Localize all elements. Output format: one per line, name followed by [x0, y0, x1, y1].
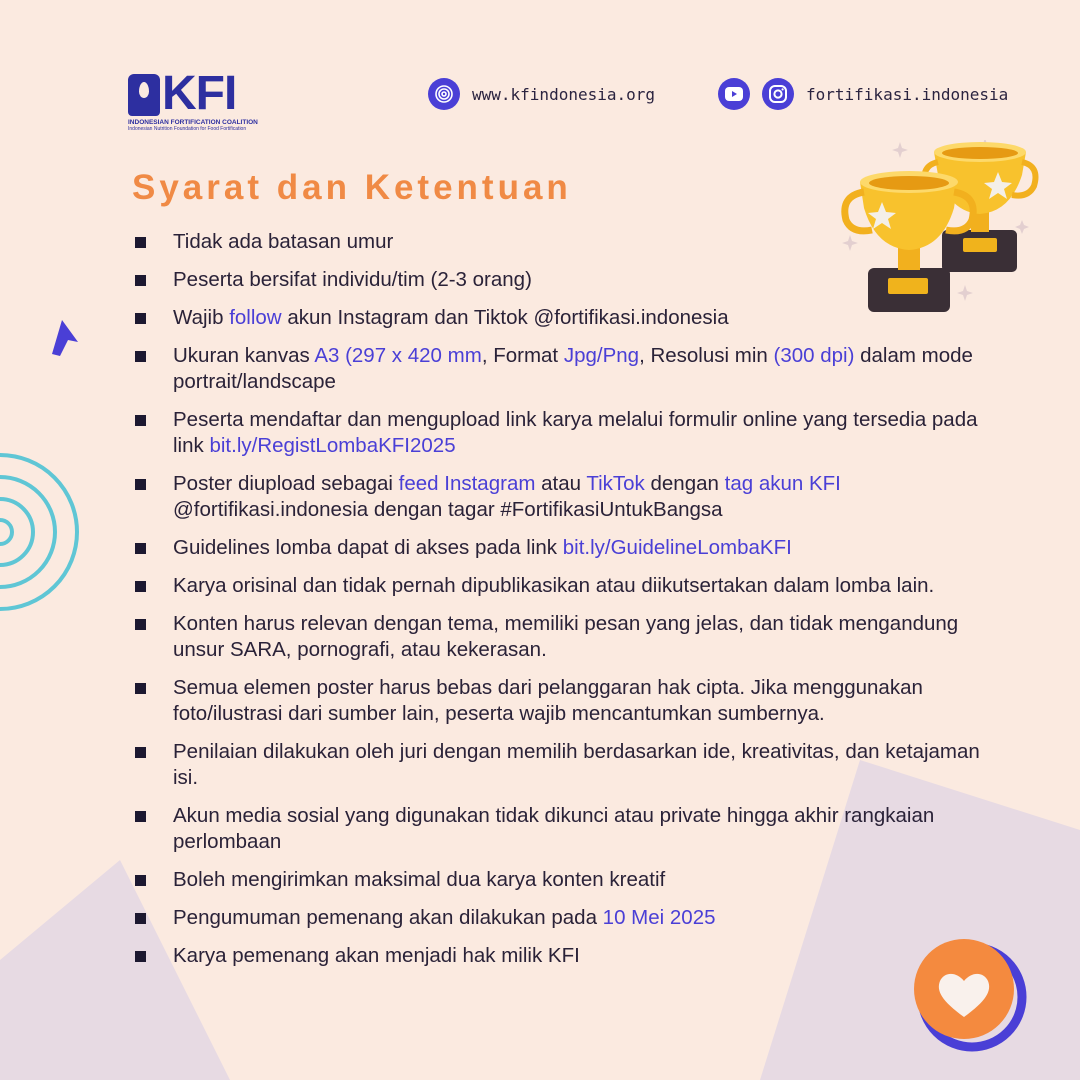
- term-item: [135, 535, 1005, 561]
- highlight-text: Jpg/Png: [563, 344, 640, 367]
- plain-text: dalam mode portrait/landscape: [173, 344, 973, 393]
- plain-text: dengan: [644, 472, 725, 495]
- plain-text: Poster diupload sebagai: [173, 472, 399, 495]
- page-title: Syarat dan Ketentuan: [132, 168, 572, 207]
- term-item: [135, 905, 1005, 931]
- highlight-text: bit.ly/GuidelineLombaKFI: [562, 536, 792, 559]
- highlight-text: tag akun KFI: [724, 472, 841, 495]
- plain-text: atau: [535, 472, 587, 495]
- bullet-icon: [135, 581, 146, 592]
- bullet-icon: [135, 415, 146, 426]
- instagram-icon[interactable]: [762, 78, 794, 110]
- plain-text: Ukuran kanvas: [173, 344, 315, 367]
- term-item: [135, 229, 1005, 255]
- highlight-text: feed Instagram: [398, 472, 536, 495]
- plain-text: Boleh mengirimkan maksimal dua karya konten kreatif: [173, 868, 666, 891]
- youtube-icon[interactable]: [718, 78, 750, 110]
- highlight-text: follow: [229, 306, 282, 329]
- term-item: [135, 305, 1005, 331]
- plain-text: Tidak ada batasan umur: [173, 230, 394, 253]
- highlight-text: TikTok: [586, 472, 645, 495]
- bullet-icon: [135, 683, 146, 694]
- logo-name: KFI: [162, 67, 237, 120]
- highlight-text: 10 Mei 2025: [602, 906, 716, 929]
- bullet-icon: [135, 913, 146, 924]
- term-text: [173, 471, 1005, 523]
- plain-text: Pengumuman pemenang akan dilakukan pada: [173, 906, 603, 929]
- term-text: [173, 675, 1005, 727]
- terms-list: [135, 229, 1005, 981]
- highlight-text: A3 (297 x 420 mm: [314, 344, 482, 367]
- plain-text: Guidelines lomba dapat di akses pada link: [173, 536, 563, 559]
- social-handle[interactable]: fortifikasi.indonesia: [806, 84, 1009, 104]
- plain-text: , Format: [481, 344, 564, 367]
- term-item: [135, 573, 1005, 599]
- plain-text: , Resolusi min: [639, 344, 774, 367]
- logo-subtitle: INDONESIAN FORTIFICATION COALITION: [128, 119, 258, 126]
- plain-text: Peserta mendaftar dan mengupload link karya melalui formulir online yang tersedia pada link: [173, 408, 978, 457]
- plain-text: Konten harus relevan dengan tema, memiliki pesan yang jelas, dan tidak mengandung unsur SARA, pornografi, atau kekerasan.: [173, 612, 959, 661]
- social-contact[interactable]: [718, 78, 1008, 110]
- term-text: [173, 229, 393, 255]
- term-text: [173, 343, 1005, 395]
- plain-text: Karya orisinal dan tidak pernah dipublikasikan atau diikutsertakan dalam lomba lain.: [173, 574, 935, 597]
- term-text: [173, 407, 1005, 459]
- web-icon: [428, 78, 460, 110]
- bullet-icon: [135, 543, 146, 554]
- bullet-icon: [135, 747, 146, 758]
- term-text: [173, 905, 716, 931]
- bullet-icon: [135, 479, 146, 490]
- website-contact[interactable]: [428, 78, 655, 110]
- logo-drop-icon: [128, 74, 160, 116]
- term-item: [135, 803, 1005, 855]
- term-item: [135, 611, 1005, 663]
- plain-text: Peserta bersifat individu/tim (2-3 orang): [173, 268, 532, 291]
- term-item: [135, 867, 1005, 893]
- concentric-circles: [0, 455, 77, 609]
- term-text: [173, 739, 1005, 791]
- plain-text: Penilaian dilakukan oleh juri dengan memilih berdasarkan ide, kreativitas, dan ketajaman isi.: [173, 740, 980, 789]
- term-text: [173, 535, 792, 561]
- highlight-text: bit.ly/RegistLombaKFI2025: [209, 434, 456, 457]
- term-text: [173, 267, 532, 293]
- highlight-text: (300 dpi): [773, 344, 855, 367]
- term-item: [135, 739, 1005, 791]
- plain-text: akun Instagram dan Tiktok @fortifikasi.indonesia: [281, 306, 729, 329]
- plain-text: Wajib: [173, 306, 230, 329]
- term-item: [135, 675, 1005, 727]
- bullet-icon: [135, 619, 146, 630]
- bullet-icon: [135, 313, 146, 324]
- plain-text: Semua elemen poster harus bebas dari pelanggaran hak cipta. Jika menggunakan foto/ilustrasi dari sumber lain, peserta wajib mencantumkan sumbernya.: [173, 676, 923, 725]
- term-item: [135, 407, 1005, 459]
- kfi-logo: [128, 67, 278, 132]
- plain-text: Karya pemenang akan menjadi hak milik KFI: [173, 944, 580, 967]
- term-item: [135, 267, 1005, 293]
- term-item: [135, 471, 1005, 523]
- term-text: [173, 573, 934, 599]
- bullet-icon: [135, 237, 146, 248]
- cursor-arrow-icon: [48, 316, 82, 360]
- plain-text: Akun media sosial yang digunakan tidak dikunci atau private hingga akhir rangkaian perlombaan: [173, 804, 935, 853]
- term-item: [135, 943, 1005, 969]
- bullet-icon: [135, 951, 146, 962]
- term-text: [173, 867, 665, 893]
- bullet-icon: [135, 351, 146, 362]
- bullet-icon: [135, 811, 146, 822]
- bullet-icon: [135, 875, 146, 886]
- term-item: [135, 343, 1005, 395]
- term-text: [173, 803, 1005, 855]
- term-text: [173, 611, 1005, 663]
- website-link[interactable]: www.kfindonesia.org: [472, 84, 656, 104]
- bullet-icon: [135, 275, 146, 286]
- plain-text: @fortifikasi.indonesia dengan tagar #FortifikasiUntukBangsa: [173, 498, 723, 521]
- term-text: [173, 305, 729, 331]
- logo-tagline: Indonesian Nutrition Foundation for Food Fortification: [128, 126, 247, 132]
- term-text: [173, 943, 580, 969]
